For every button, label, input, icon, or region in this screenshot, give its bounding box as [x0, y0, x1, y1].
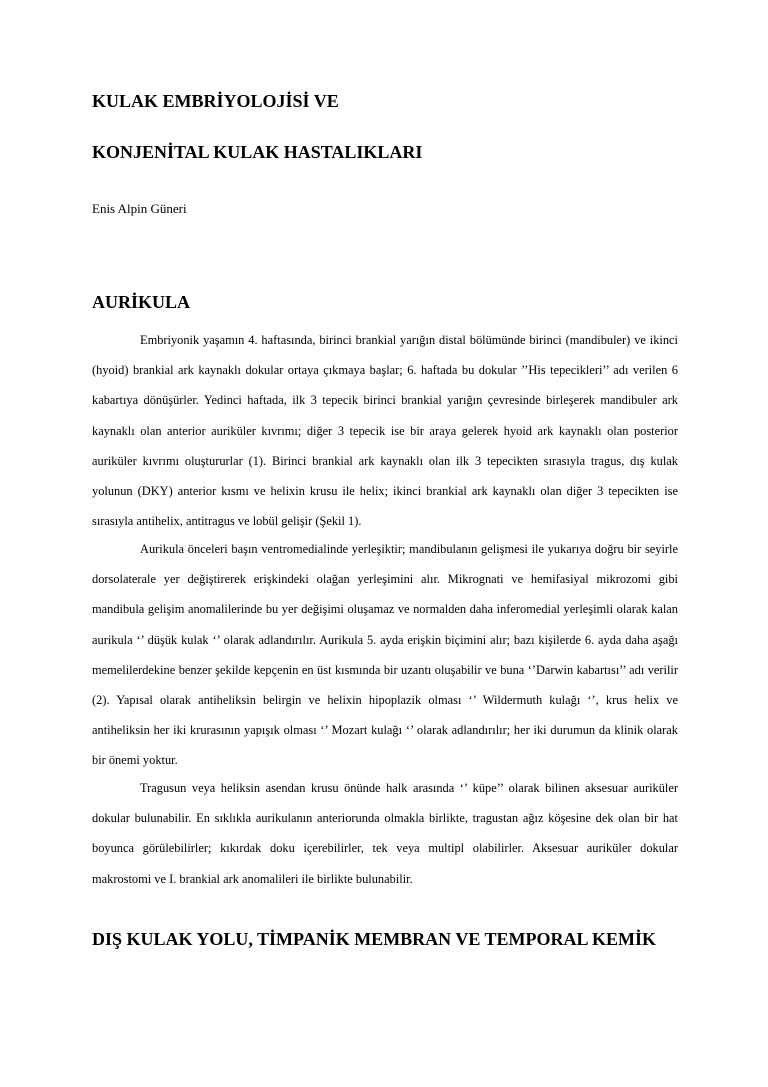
section-heading-aurikula: AURİKULA	[92, 292, 191, 312]
document-title-line-1: KULAK EMBRİYOLOJİSİ VE	[92, 91, 339, 111]
document-title-line-2: KONJENİTAL KULAK HASTALIKLARI	[92, 142, 423, 162]
paragraph-aurikula-1: Embriyonik yaşamın 4. haftasında, birinci brankial yarığın distal bölümünde birinci (mandibuler) ve ikinci (hyoid) brankial ark kaynaklı dokular ortaya çıkmaya başlar; 6. haftada bu dokular ’’His tepecikleri’’ adı verilen 6 kabartıya dönüşürler. Yedinci haftada, ilk 3 tepecik birinci brankial yarığın çevresinde birleşerek mandibuler ark kaynaklı olan anterior auriküler kıvrımı; diğer 3 tepecik ise bir araya gelerek hyoid ark kaynaklı olan posterior auriküler kıvrımı oluştururlar (1). Birinci brankial ark kaynaklı olan ilk 3 tepecikten sırasıyla tragus, dış kulak yolunun (DKY) anterior kısmı ve helixin krusu ile helix; ikinci brankial ark kaynaklı olan diğer 3 tepecikten ise sırasıyla antihelix, antitragus ve lobül gelişir (Şekil 1).	[92, 333, 678, 529]
section-heading-dis-kulak-yolu: DIŞ KULAK YOLU, TİMPANİK MEMBRAN VE TEMPORAL KEMİK	[92, 929, 657, 949]
paragraph-aurikula-3: Tragusun veya heliksin asendan krusu önünde halk arasında ‘’ küpe’’ olarak bilinen aksesuar auriküler dokular bulunabilir. En sıklıkla aurikulanın anteriorunda olmakla birlikte, tragustan ağız köşesine dek olan bir hat boyunca görülebilirler; kıkırdak doku içerebilirler, tek veya multipl olabilirler. Aksesuar auriküler dokular makrostomi ve I. brankial ark anomalileri ile birlikte bulunabilir.	[92, 781, 678, 886]
paragraph-aurikula-2: Aurikula önceleri başın ventromedialinde yerleşiktir; mandibulanın gelişmesi ile yukarıya doğru bir seyirle dorsolaterale yer değiştirerek erişkindeki olağan yerleşimini alır. Mikrognati ve hemifasiyal mikrozomi gibi mandibula gelişim anomalilerinde bu yer değişimi oluşamaz ve normalden daha inferomedial yerleşimli olarak kalan aurikula ‘’ düşük kulak ‘’ olarak adlandırılır. Aurikula 5. ayda erişkin biçimini alır; bazı kişilerde 6. ayda daha aşağı memelilerdekine benzer şekilde kepçenin en üst kısmında bir uzantı oluşabilir ve buna ‘’Darwin kabartısı’’ adı verilir (2). Yapısal olarak antiheliksin belirgin ve helixin hipoplazik olması ‘’ Wildermuth kulağı ‘’, krus helix ve antiheliksin her iki krurasının yapışık olması ‘’ Mozart kulağı ‘’ olarak adlandırılır; her iki durumun da klinik olarak bir önemi yoktur.	[92, 542, 678, 768]
author-name: Enis Alpin Güneri	[92, 201, 187, 216]
